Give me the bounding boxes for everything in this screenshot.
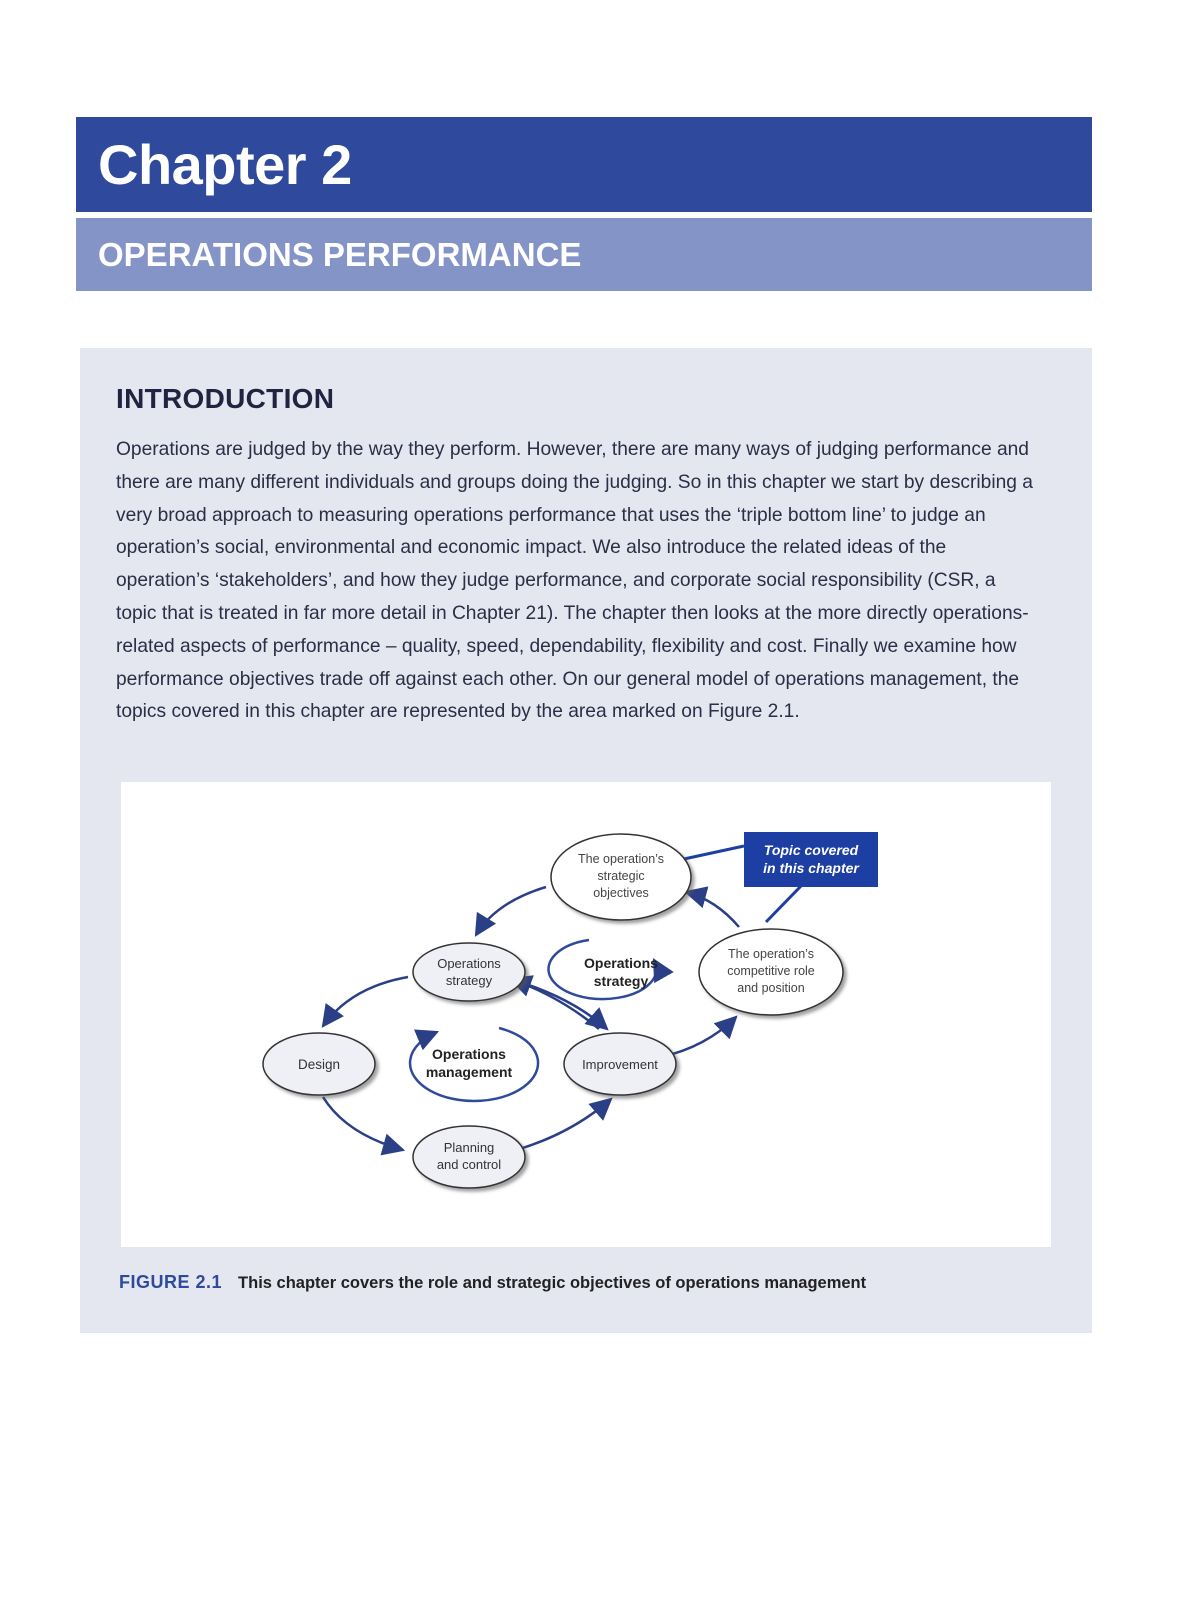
arrow-strategy-to-design xyxy=(323,977,408,1026)
node-competitive-role xyxy=(699,929,843,1015)
figure-diagram xyxy=(121,782,1051,1247)
operations-model-diagram xyxy=(121,782,1051,1247)
svg-text:Planning: Planning xyxy=(443,1140,495,1155)
figure-label: FIGURE 2.1 xyxy=(119,1272,223,1292)
svg-text:The operation’s: The operation’s xyxy=(578,852,664,866)
callout-line-1: Topic covered xyxy=(763,842,859,858)
svg-text:strategy: strategy xyxy=(445,973,493,988)
svg-text:Design: Design xyxy=(297,1057,341,1072)
svg-text:strategic: strategic xyxy=(597,869,645,883)
arrow-planning-to-improvement xyxy=(516,1099,611,1150)
node-operations-strategy xyxy=(413,943,525,1001)
arrow-improvement-to-competitive xyxy=(661,1017,736,1057)
node-planning-control xyxy=(413,1126,525,1188)
arrow-objectives-to-strategy xyxy=(476,887,546,935)
inner-cycle-operations-strategy xyxy=(549,940,659,999)
svg-text:and control: and control xyxy=(436,1157,502,1172)
introduction-heading: INTRODUCTION xyxy=(116,383,335,414)
node-design xyxy=(263,1033,375,1095)
chapter-subtitle-bar xyxy=(76,218,1092,291)
arrow-design-to-planning xyxy=(323,1097,403,1150)
svg-text:Operations: Operations xyxy=(432,1046,506,1062)
svg-text:and position: and position xyxy=(737,981,805,995)
introduction-paragraph: Operations are judged by the way they perform. However, there are many ways of judging performance and there are many different individuals and groups doing the judging. So in this chapter we start by describing a very broad approach to measuring operations performance that uses the ‘triple bottom line’ to judge an operation’s social, environmental and economic impact. We also introduce the related ideas of the operation’s ‘stakeholders’, and how they judge performance, and corporate social responsibility (CSR, a topic that is treated in far more detail in Chapter 21). The chapter then looks at the more directly operations-related aspects of performance – quality, speed, dependability, flexibility and cost. Finally we examine how performance objectives trade off against each other. On our general model of operations management, the topics covered in this chapter are represented by the area marked on Figure 2.1. xyxy=(116,439,1033,723)
outer-cycle-arrows xyxy=(323,887,739,1150)
topic-callout xyxy=(744,832,878,887)
chapter-subtitle: OPERATIONS PERFORMANCE xyxy=(98,236,582,273)
figure-caption xyxy=(119,1272,866,1293)
inner-cycle-operations-management xyxy=(410,1028,538,1101)
chapter-title: Chapter 2 xyxy=(98,133,352,196)
svg-text:Operations: Operations xyxy=(437,956,501,971)
svg-text:Improvement: Improvement xyxy=(582,1057,658,1072)
arrow-competitive-to-objectives xyxy=(686,892,739,927)
node-strategic-objectives xyxy=(551,834,691,920)
svg-text:The operation’s: The operation’s xyxy=(728,947,814,961)
node-improvement xyxy=(564,1033,676,1095)
svg-text:competitive role: competitive role xyxy=(727,964,815,978)
callout-line-2: in this chapter xyxy=(763,860,859,876)
chapter-header-bar xyxy=(76,117,1092,212)
figure-caption-text: This chapter covers the role and strategic objectives of operations management xyxy=(238,1274,867,1292)
svg-text:management: management xyxy=(425,1064,513,1080)
svg-text:Operations: Operations xyxy=(584,955,658,971)
svg-text:objectives: objectives xyxy=(593,886,649,900)
arrow-improvement-to-strategy xyxy=(511,979,599,1029)
svg-text:strategy: strategy xyxy=(593,973,649,989)
